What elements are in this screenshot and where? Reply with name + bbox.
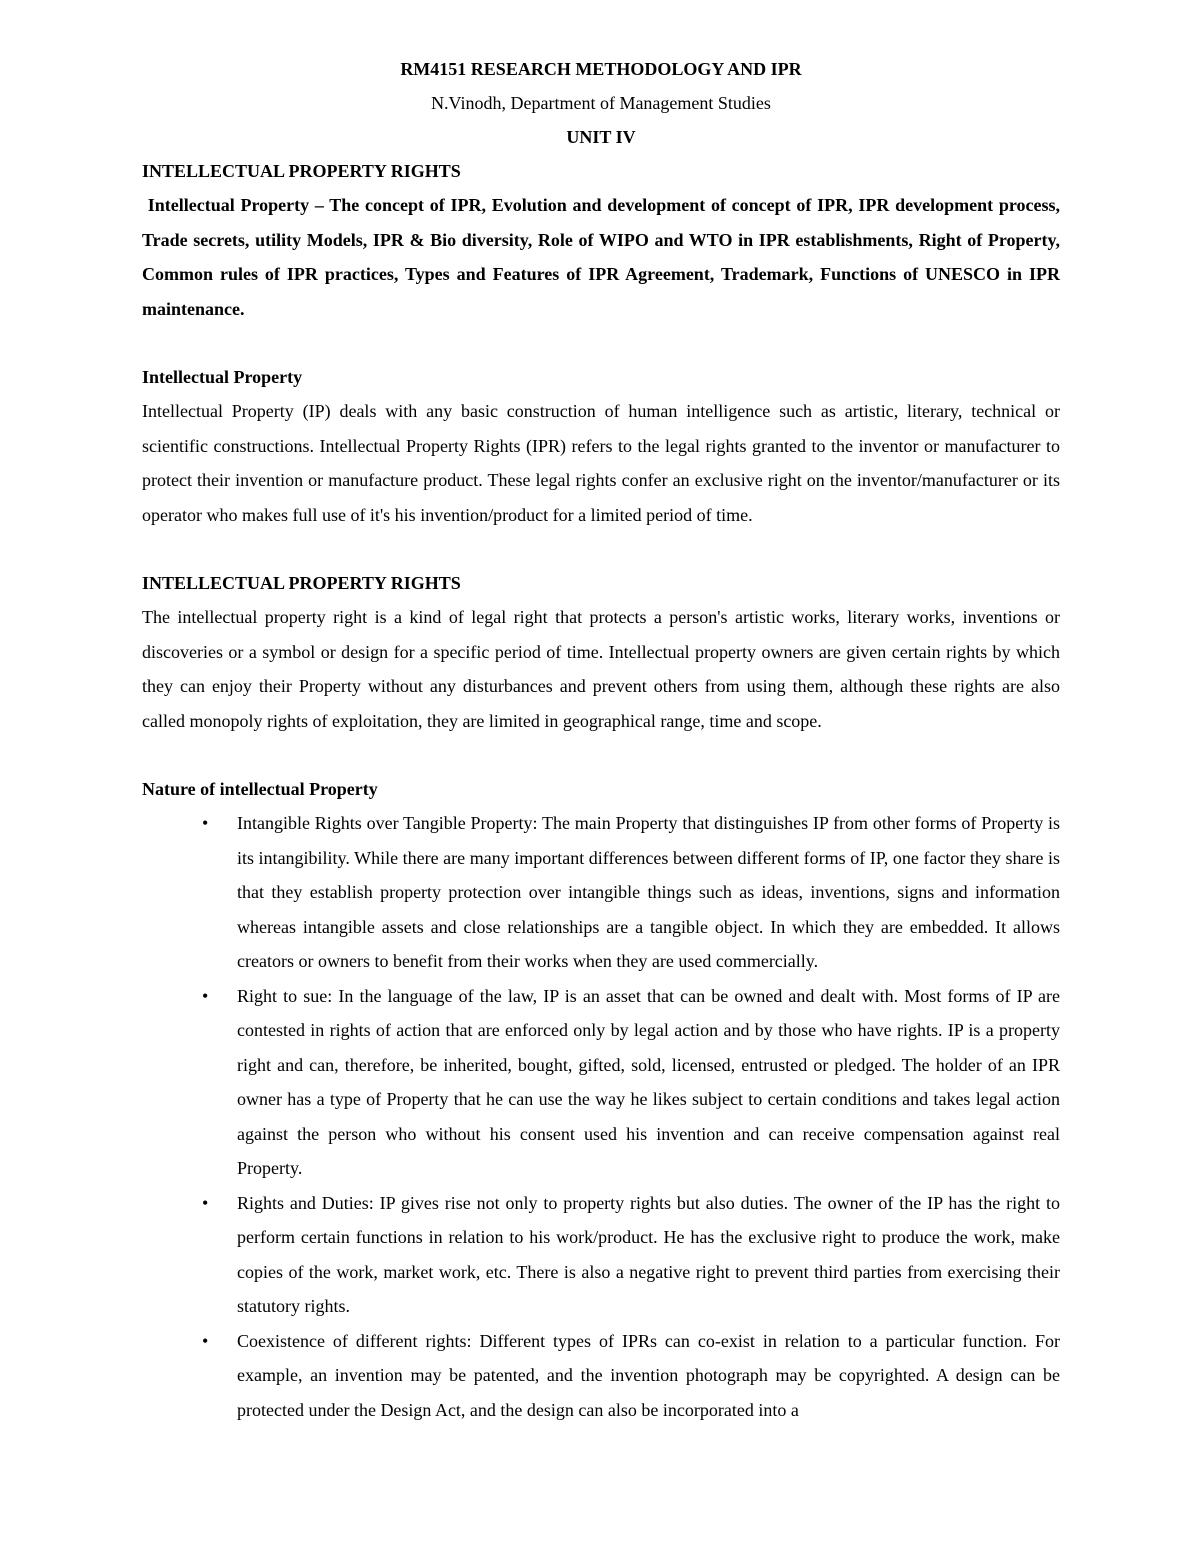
list-item [202, 1324, 1060, 1428]
syllabus-text: Intellectual Property – The concept of IPR, Evolution and development of concept of IPR, IPR development process, Trade secrets, utility Models, IPR & Bio diversity, Role of WIPO and WTO in IPR establishments, Right of Property, Common rules of IPR practices, Types and Features of IPR Agreement, Trademark, Functions of UNESCO in IPR maintenance. [142, 195, 1065, 319]
ip-paragraph: Intellectual Property (IP) deals with any basic construction of human intelligence such as artistic, literary, technical or scientific constructions. Intellectual Property Rights (IPR) refers to the legal rights granted to the inventor or manufacturer to protect their invention or manufacture product. These legal rights confer an exclusive right on the inventor/manufacturer or its operator who makes full use of it's his invention/product for a limited period of time. [142, 401, 1060, 525]
spacer [142, 738, 1060, 772]
list-item [202, 1186, 1060, 1324]
course-title: RM4151 RESEARCH METHODOLOGY AND IPR [400, 59, 802, 79]
author-line: N.Vinodh, Department of Management Studies [431, 93, 771, 113]
ipr-paragraph: The intellectual property right is a kind of legal right that protects a person's artistic works, literary works, inventions or discoveries or a symbol or design for a specific period of time. Intellectual property owners are given certain rights by which they can enjoy their Property without any disturbances and prevent others from using them, although these rights are also called monopoly rights of exploitation, they are limited in geographical range, time and scope. [142, 607, 1060, 731]
nature-list [142, 806, 1060, 1427]
list-item-text: Coexistence of different rights: Different types of IPRs can co-exist in relation to a particular function. For example, an invention may be patented, and the invention photograph may be copyrighted. A design can be protected under the Design Act, and the design can also be incorporated into a [237, 1330, 1060, 1420]
list-item [202, 979, 1060, 1186]
bullet-icon: • [202, 1330, 209, 1351]
spacer [142, 532, 1060, 566]
list-item-text: Right to sue: In the language of the law, IP is an asset that can be owned and dealt with. Most forms of IP are contested in rights of action that are enforced only by legal action and by those who have rights. IP is a property right and can, therefore, be inherited, bought, gifted, sold, licensed, entrusted or pledged. The holder of an IPR owner has a type of Property that he can use the way he likes subject to certain conditions and takes legal action against the person who without his consent used his invention and can receive compensation against real Property. [237, 985, 1060, 1178]
spacer [142, 326, 1060, 360]
ipr-heading: INTELLECTUAL PROPERTY RIGHTS [142, 573, 461, 593]
list-item-text: Rights and Duties: IP gives rise not only to property rights but also duties. The owner of the IP has the right to perform certain functions in relation to his work/product. He has the exclusive right to produce the work, make copies of the work, market work, etc. There is also a negative right to prevent third parties from exercising their statutory rights. [237, 1192, 1060, 1316]
unit-title: UNIT IV [566, 127, 636, 147]
ip-heading: Intellectual Property [142, 367, 303, 387]
syllabus-heading: INTELLECTUAL PROPERTY RIGHTS [142, 161, 461, 181]
list-item-text: Intangible Rights over Tangible Property: The main Property that distinguishes IP from other forms of Property is its intangibility. While there are many important differences between different forms of IP, one factor they share is that they establish property protection over intangible things such as ideas, inventions, signs and information whereas intangible assets and close relationships are a tangible object. In which they are embedded. It allows creators or owners to benefit from their works when they are used commercially. [237, 813, 1060, 971]
list-item [202, 806, 1060, 979]
bullet-icon: • [202, 813, 209, 833]
document-page [142, 52, 1065, 1427]
nature-heading: Nature of intellectual Property [142, 779, 378, 799]
bullet-icon: • [202, 985, 209, 1006]
bullet-icon: • [202, 1192, 209, 1213]
